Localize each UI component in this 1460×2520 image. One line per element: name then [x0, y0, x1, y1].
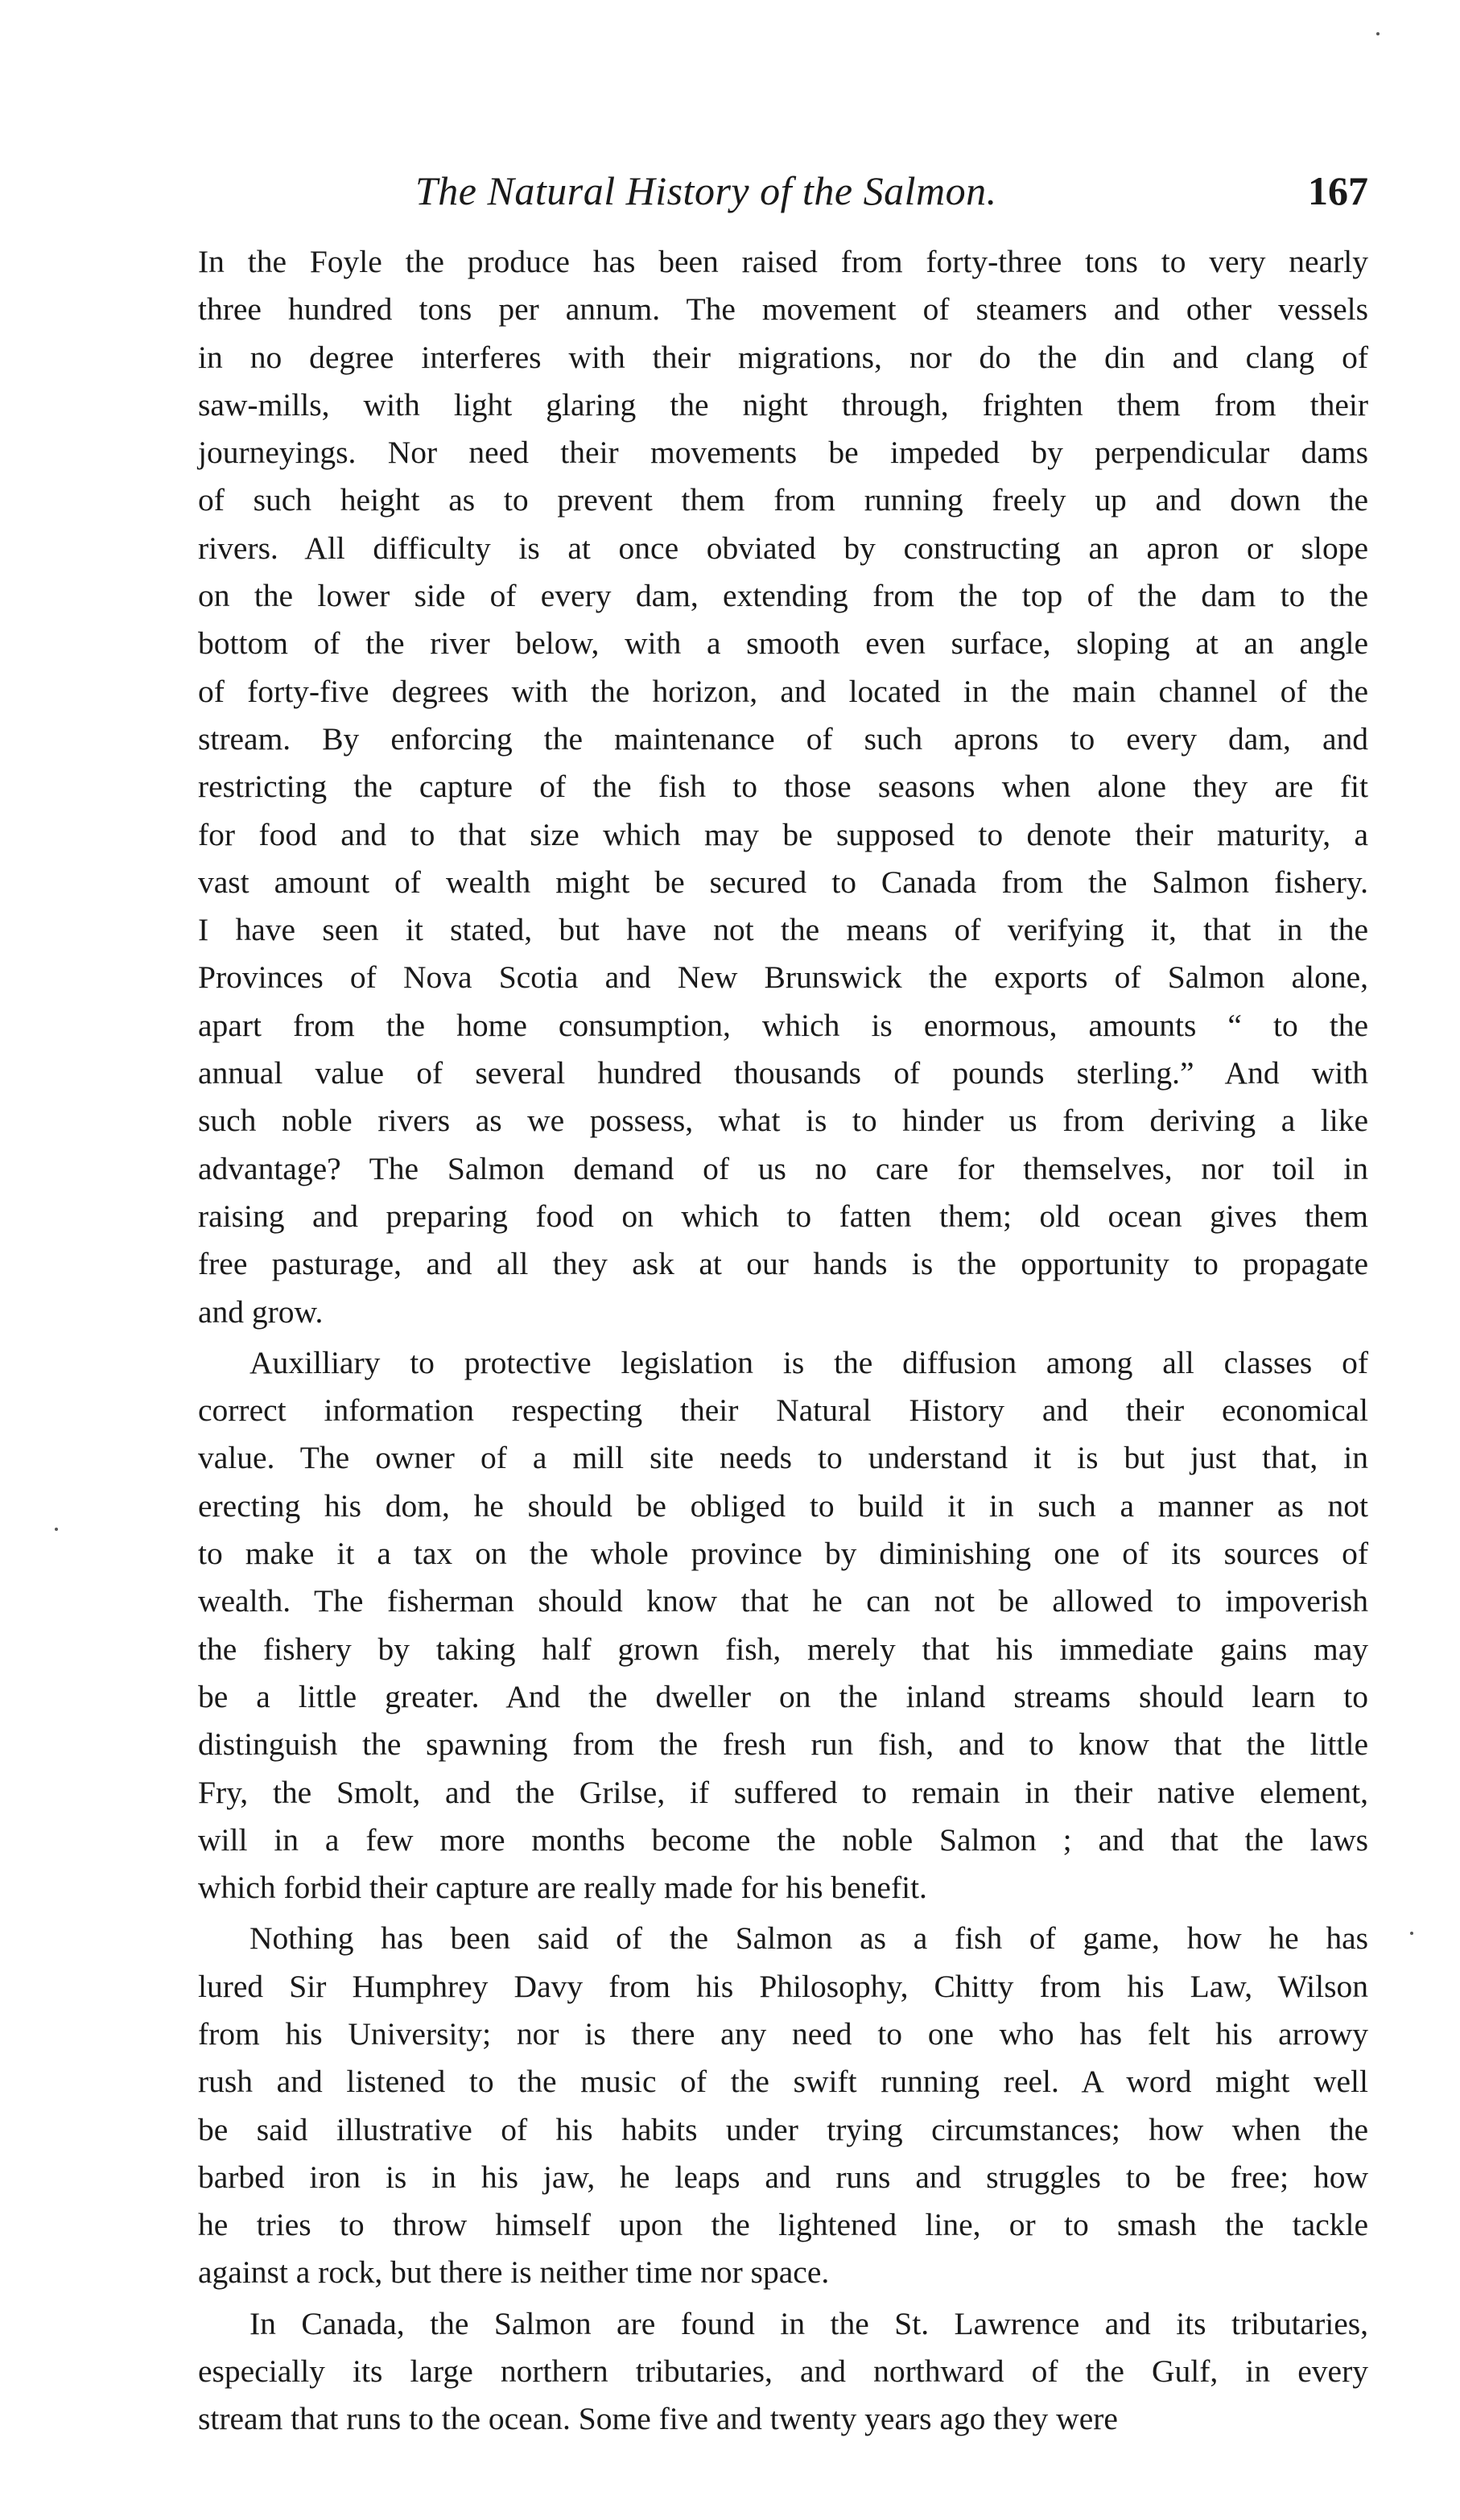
text-line: will in a few more months become the noble Salmon ; and that the laws	[198, 1821, 1368, 1858]
page-header	[198, 167, 1368, 232]
text-line: vast amount of wealth might be secured to Canada from the Salmon fishery.	[198, 864, 1368, 900]
text-line: bottom of the river below, with a smooth even surface, sloping at an angle	[198, 625, 1368, 662]
text-line: In the Foyle the produce has been raised from forty-three tons to very nearly	[198, 244, 1368, 279]
page-number: 167	[1308, 168, 1368, 213]
text-line: of forty-five degrees with the horizon, and located in the main channel of the	[198, 673, 1368, 709]
text-line: In Canada, the Salmon are found in the St. Lawrence and its tributaries,	[250, 2305, 1368, 2341]
scan-speck	[55, 1528, 58, 1531]
text-line: for food and to that size which may be supposed to denote their maturity, a	[198, 816, 1368, 852]
text-line: rush and listened to the music of the swift running reel. A word might well	[198, 2064, 1368, 2100]
text-line: wealth. The fisherman should know that he can not be allowed to impoverish	[198, 1583, 1368, 1619]
text-line: restricting the capture of the fish to those seasons when alone they are fit	[198, 769, 1368, 805]
text-line: such noble rivers as we possess, what is to hinder us from deriving a like	[198, 1103, 1368, 1139]
body-text	[198, 238, 1368, 2444]
text-line: Auxilliary to protective legislation is the diffusion among all classes of	[250, 1344, 1368, 1380]
text-line: stream. By enforcing the maintenance of such aprons to every dam, and	[198, 720, 1368, 757]
scan-speck	[1410, 1932, 1413, 1935]
text-line: especially its large northern tributaries, and northward of the Gulf, in every	[198, 2353, 1368, 2390]
text-line: I have seen it stated, but have not the means of verifying it, that in the	[198, 912, 1368, 948]
scan-speck	[1376, 32, 1380, 35]
text-line: he tries to throw himself upon the lightened line, or to smash the tackle	[198, 2207, 1368, 2243]
text-line: from his University; nor is there any need to one who has felt his arrowy	[198, 2015, 1368, 2052]
text-line: rivers. All difficulty is at once obviated by constructing an apron or slope	[198, 530, 1368, 566]
text-line: saw-mills, with light glaring the night through, frighten them from their	[198, 386, 1368, 423]
paragraph	[198, 1915, 1368, 2296]
text-line: advantage? The Salmon demand of us no care for themselves, nor toil in	[198, 1150, 1368, 1186]
text-line: journeyings. Nor need their movements be impeded by perpendicular dams	[198, 435, 1368, 471]
text-line: lured Sir Humphrey Davy from his Philosophy, Chitty from his Law, Wilson	[198, 1968, 1368, 2004]
text-line: which forbid their capture are really made for his benefit.	[198, 1870, 927, 1906]
text-line: barbed iron is in his jaw, he leaps and runs and struggles to be free; how	[198, 2159, 1368, 2195]
text-line: erecting his dom, he should be obliged to build it in such a manner as not	[198, 1487, 1368, 1524]
text-line: three hundred tons per annum. The movement of steamers and other vessels	[198, 291, 1368, 328]
text-line: annual value of several hundred thousands of pounds sterling.” And with	[198, 1055, 1368, 1091]
text-line: be said illustrative of his habits under trying circumstances; how when the	[198, 2111, 1368, 2147]
text-line: Fry, the Smolt, and the Grilse, if suffered to remain in their native element,	[198, 1774, 1368, 1810]
text-line: in no degree interferes with their migrations, nor do the din and clang of	[198, 339, 1368, 375]
text-line: of such height as to prevent them from running freely up and down the	[198, 482, 1368, 518]
text-line: and grow.	[198, 1293, 324, 1330]
paragraph	[198, 1339, 1368, 1912]
text-line: correct information respecting their Natural History and their economical	[198, 1392, 1368, 1429]
text-line: stream that runs to the ocean. Some five and twenty years ago they were	[198, 2401, 1118, 2437]
text-line: distinguish the spawning from the fresh run fish, and to know that the little	[198, 1726, 1368, 1763]
text-line: be a little greater. And the dweller on the inland streams should learn to	[198, 1678, 1368, 1714]
text-line: value. The owner of a mill site needs to understand it is but just that, in	[198, 1440, 1368, 1476]
text-line: on the lower side of every dam, extending from the top of the dam to the	[198, 578, 1368, 614]
text-line: free pasturage, and all they ask at our hands is the opportunity to propagate	[198, 1246, 1368, 1282]
text-line: to make it a tax on the whole province by diminishing one of its sources of	[198, 1536, 1368, 1572]
paragraph	[198, 238, 1368, 1336]
paragraph	[198, 2300, 1368, 2444]
text-line: apart from the home consumption, which is enormous, amounts “ to the	[198, 1007, 1368, 1043]
running-title: The Natural History of the Salmon.	[415, 168, 997, 213]
text-line: the fishery by taking half grown fish, merely that his immediate gains may	[198, 1631, 1368, 1667]
text-line: Nothing has been said of the Salmon as a fish of game, how he has	[250, 1920, 1368, 1957]
text-line: raising and preparing food on which to fatten them; old ocean gives them	[198, 1198, 1368, 1234]
text-line: against a rock, but there is neither time nor space.	[198, 2254, 830, 2291]
text-line: Provinces of Nova Scotia and New Brunswick the exports of Salmon alone,	[198, 959, 1368, 996]
